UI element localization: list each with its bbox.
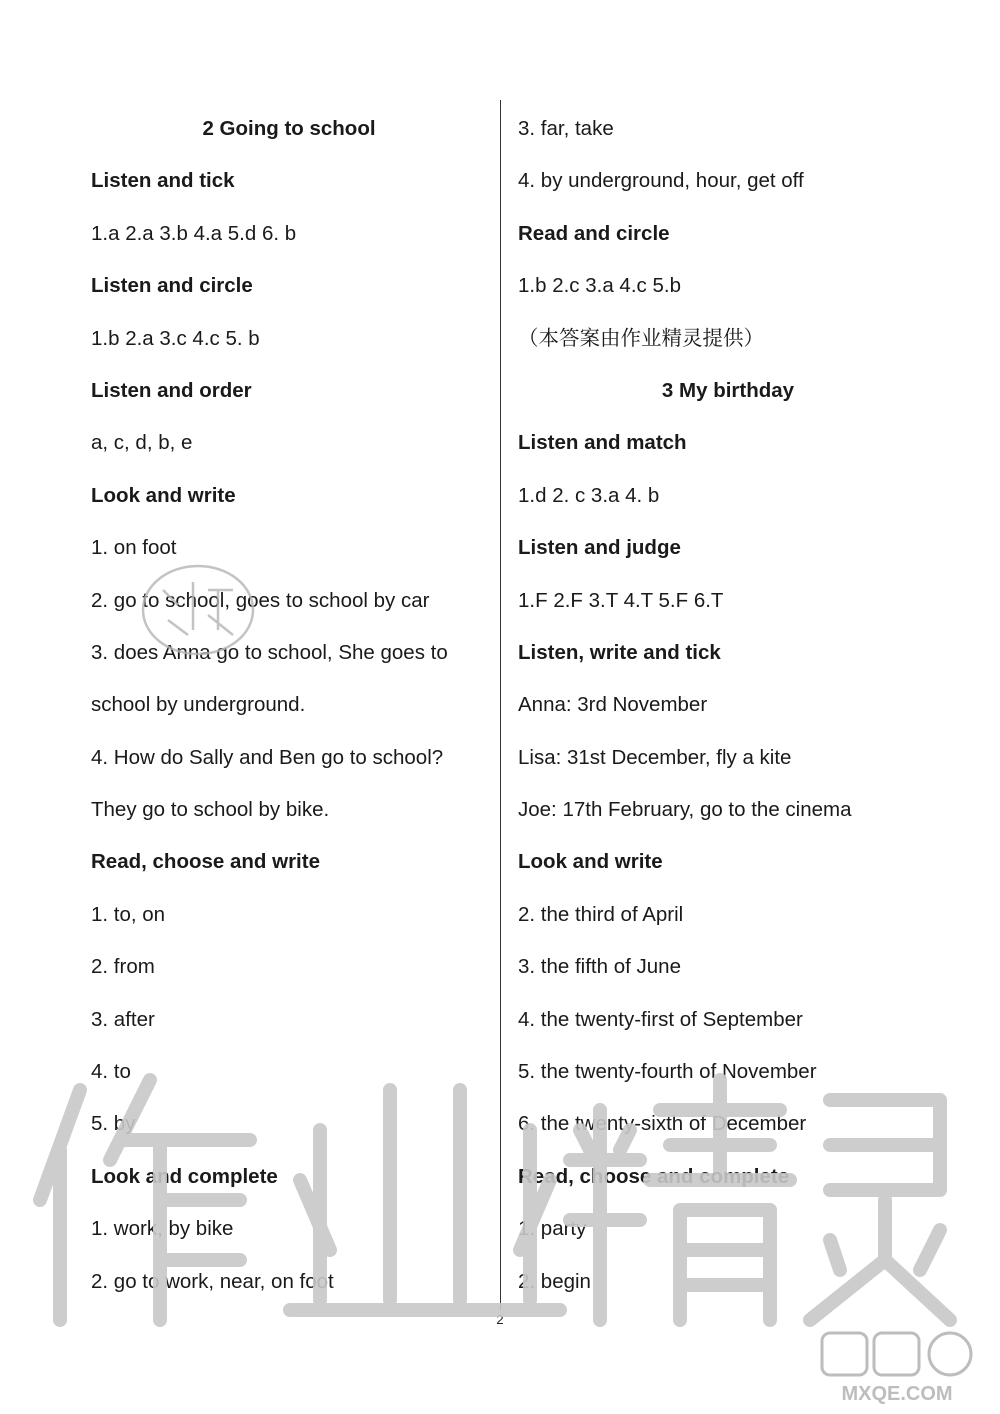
answer-line: 3. the fifth of June — [518, 955, 681, 979]
answer-line: 3. after — [91, 1007, 155, 1031]
answer-line: 4. to — [91, 1060, 131, 1084]
answer-line: 3. far, take — [518, 117, 614, 140]
answer-line: 1.F 2.F 3.T 4.T 5.F 6.T — [518, 588, 724, 612]
right-column — [518, 103, 938, 1308]
answer-line: a, c, d, b, e — [91, 431, 193, 455]
answer-line: 2. begin — [518, 1269, 591, 1293]
page-number: 2 — [496, 1312, 504, 1327]
brand-logo — [812, 1328, 982, 1408]
answer-line: They go to school by bike. — [91, 798, 330, 822]
brand-text: MXQE.COM — [841, 1383, 953, 1405]
exercise-heading: Look and write — [91, 483, 236, 507]
exercise-heading: Listen and match — [518, 431, 687, 455]
answer-line: Anna: 3rd November — [518, 693, 708, 717]
exercise-heading: Read and circle — [518, 221, 670, 245]
exercise-heading: Listen and judge — [518, 536, 681, 560]
answer-line: 2. go to school, goes to school by car — [91, 588, 430, 612]
answer-line: 4. How do Sally and Ben go to school? — [91, 745, 444, 769]
answer-line: （本答案由作业精灵提供） — [518, 326, 764, 350]
answer-line: 1. party — [518, 1217, 587, 1241]
exercise-heading: Listen and order — [91, 378, 252, 402]
section-title: 2 Going to school — [202, 117, 376, 140]
left-column — [91, 103, 487, 1308]
answer-line: 2. from — [91, 955, 155, 979]
answer-line: 1.a 2.a 3.b 4.a 5.d 6. b — [91, 221, 297, 245]
answer-line: 3. does Anna go to school, She goes to — [91, 640, 448, 664]
answer-line: school by underground. — [91, 693, 306, 717]
exercise-heading: Read, choose and complete — [518, 1164, 790, 1188]
answer-line: 2. go to work, near, on foot — [91, 1269, 334, 1293]
answer-line: 1.b 2.c 3.a 4.c 5.b — [518, 274, 681, 298]
section-title: 3 My birthday — [661, 378, 795, 402]
answer-line: 6. the twenty-sixth of December — [518, 1112, 807, 1136]
answer-line: 1. on foot — [91, 536, 177, 560]
exercise-heading: Look and write — [518, 850, 663, 874]
answer-line: 1. to, on — [91, 902, 166, 926]
answer-line: 5. by — [91, 1112, 136, 1136]
exercise-heading: Listen, write and tick — [518, 640, 721, 664]
exercise-heading: Listen and circle — [91, 274, 253, 298]
answer-line: 1.d 2. c 3.a 4. b — [518, 483, 660, 507]
column-divider — [500, 100, 501, 1310]
answer-line: 2. the third of April — [518, 902, 684, 926]
exercise-heading: Look and complete — [91, 1164, 278, 1188]
exercise-heading: Read, choose and write — [91, 850, 320, 874]
exercise-heading: Listen and tick — [91, 169, 235, 193]
answer-line: 1. work, by bike — [91, 1217, 234, 1241]
answer-line: Lisa: 31st December, fly a kite — [518, 745, 792, 769]
answer-line: 5. the twenty-fourth of November — [518, 1060, 817, 1084]
answer-line: 1.b 2.a 3.c 4.c 5. b — [91, 326, 260, 350]
answer-line: Joe: 17th February, go to the cinema — [518, 798, 852, 822]
answer-line: 4. the twenty-first of September — [518, 1007, 803, 1031]
answer-line: 4. by underground, hour, get off — [518, 169, 804, 193]
